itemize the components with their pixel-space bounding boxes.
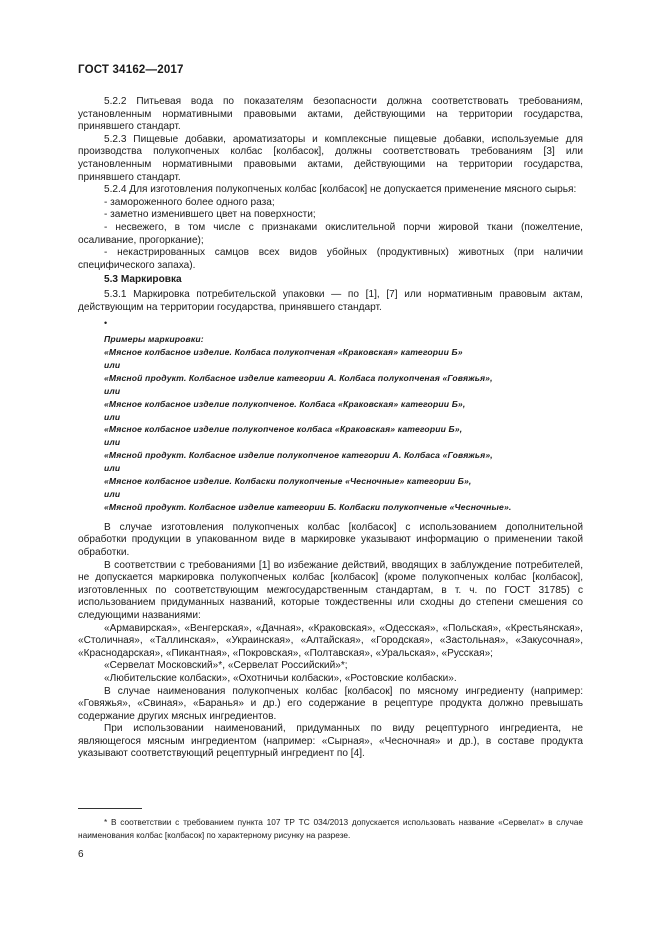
or-separator: или bbox=[104, 437, 121, 448]
list-item: - некастрированных самцов всех видов убойных (продуктивных) животных (при наличии специфического запаха). bbox=[78, 247, 583, 271]
example-line: «Мясной продукт. Колбасное изделие категории Б. Колбаски полукопченые «Чесночные». bbox=[104, 501, 512, 512]
or-separator: или bbox=[104, 488, 121, 499]
example-line: «Мясной продукт. Колбасное изделие категории А. Колбаса полукопченая «Говяжья», bbox=[104, 372, 493, 383]
paragraph-misleading-names: В соответствии с требованиями [1] во избежание действий, вводящих в заблуждение потребителей, не допускается маркировка полукопченых колбас [колбасок] (кроме полукопченых колбас [колбасок], изготовленных по соответствующим межгосударственным стандартам, в т. ч. по ГОСТ 31785) с использованием придуманных названий, которые тождественны или сходны до степени смешения со следующими названиями: bbox=[78, 559, 583, 621]
example-line: «Мясное колбасное изделие полукопченое. Колбаса «Краковская» категории Б», bbox=[104, 398, 466, 409]
list-item: - заметно изменившего цвет на поверхности; bbox=[104, 209, 316, 221]
paragraph-5-2-4: 5.2.4 Для изготовления полукопченых колбас [колбасок] не допускается применение мясного сырья: bbox=[104, 184, 577, 196]
example-line: «Мясное колбасное изделие. Колбаса полукопченая «Краковская» категории Б» bbox=[104, 347, 463, 357]
examples-heading: Примеры маркировки: bbox=[104, 334, 204, 345]
paragraph-names-list-2: «Сервелат Московский»*, «Сервелат Российский»*; bbox=[104, 660, 348, 672]
list-item: - замороженного более одного раза; bbox=[104, 196, 275, 208]
or-separator: или bbox=[104, 463, 121, 474]
document-body bbox=[78, 96, 583, 761]
footnote: * В соответствии с требованием пункта 107 ТР ТС 034/2013 допускается использовать название «Сервелат» в случае наименования колбас [колбасок] по характерному рисунку на разрезе. bbox=[78, 817, 583, 840]
or-separator: или bbox=[104, 359, 121, 370]
paragraph-5-2-3: 5.2.3 Пищевые добавки, ароматизаторы и комплексные пищевые добавки, используемые для производства полукопченых колбас [колбасок], должны соответствовать требованиям [3] или установленным нормативными правовыми актами, действующими на территории государства, принявшего стандарт. bbox=[78, 133, 583, 183]
paragraph-names-list-3: «Любительские колбаски», «Охотничьи колбаски», «Ростовские колбаски». bbox=[104, 672, 457, 684]
list-item: - несвежего, в том числе с признаками окислительной порчи жировой ткани (пожелтение, осаливание, прогоркание); bbox=[78, 221, 583, 246]
document-header: ГОСТ 34162—2017 bbox=[78, 64, 184, 76]
or-separator: или bbox=[104, 385, 121, 396]
paragraph-recipe-ingredient: При использовании наименований, придуманных по виду рецептурного ингредиента, не являющегося мясным ингредиентом (например: «Сырная», «Чесночная» и др.), в составе продукта указывают соответствующий рецептурный ингредиент по [4]. bbox=[78, 723, 583, 760]
footnote-divider bbox=[78, 808, 142, 809]
page-number: 6 bbox=[78, 849, 84, 860]
marking-examples bbox=[104, 333, 583, 514]
or-separator: или bbox=[104, 411, 121, 422]
paragraph-meat-ingredient: В случае наименования полукопченых колбас [колбасок] по мясному ингредиенту (например: «Говяжья», «Свиная», «Баранья» и др.) его содержание в рецептуре продукта должно превышать содержание других мясных ингредиентов. bbox=[78, 685, 583, 722]
bullet-mark: • bbox=[104, 318, 108, 329]
section-heading-5-3: 5.3 Маркировка bbox=[104, 274, 182, 286]
example-line: «Мясное колбасное изделие. Колбаски полукопченые «Чесночные» категории Б», bbox=[104, 476, 472, 487]
paragraph-processing: В случае изготовления полукопченых колбас [колбасок] с использованием дополнительной обработки продукции в упакованном виде в маркировке указывают информацию о применении такой обработки. bbox=[78, 521, 583, 558]
paragraph-names-list-1: «Армавирская», «Венгерская», «Дачная», «Краковская», «Одесская», «Польская», «Крестьянская», «Столичная», «Таллинская», «Украинская», «Алтайская», «Городская», «Застольная», «Закусочная», «Краснодарская», «Пикантная», «Покровская», «Полтавская», «Уральская», «Русская»; bbox=[78, 622, 583, 659]
paragraph-5-3-1: 5.3.1 Маркировка потребительской упаковки — по [1], [7] или нормативным правовым актам, действующим на территории государства, принявшего стандарт. bbox=[78, 288, 583, 313]
example-line: «Мясной продукт. Колбасное изделие полукопченое категории А. Колбаса «Говяжья», bbox=[104, 450, 493, 461]
paragraph-5-2-2: 5.2.2 Питьевая вода по показателям безопасности должна соответствовать требованиям, установленным нормативными правовыми актами, действующими на территории государства, принявшего стандарт. bbox=[78, 96, 583, 133]
example-line: «Мясное колбасное изделие полукопченое колбаса «Краковская» категории Б», bbox=[104, 424, 463, 435]
